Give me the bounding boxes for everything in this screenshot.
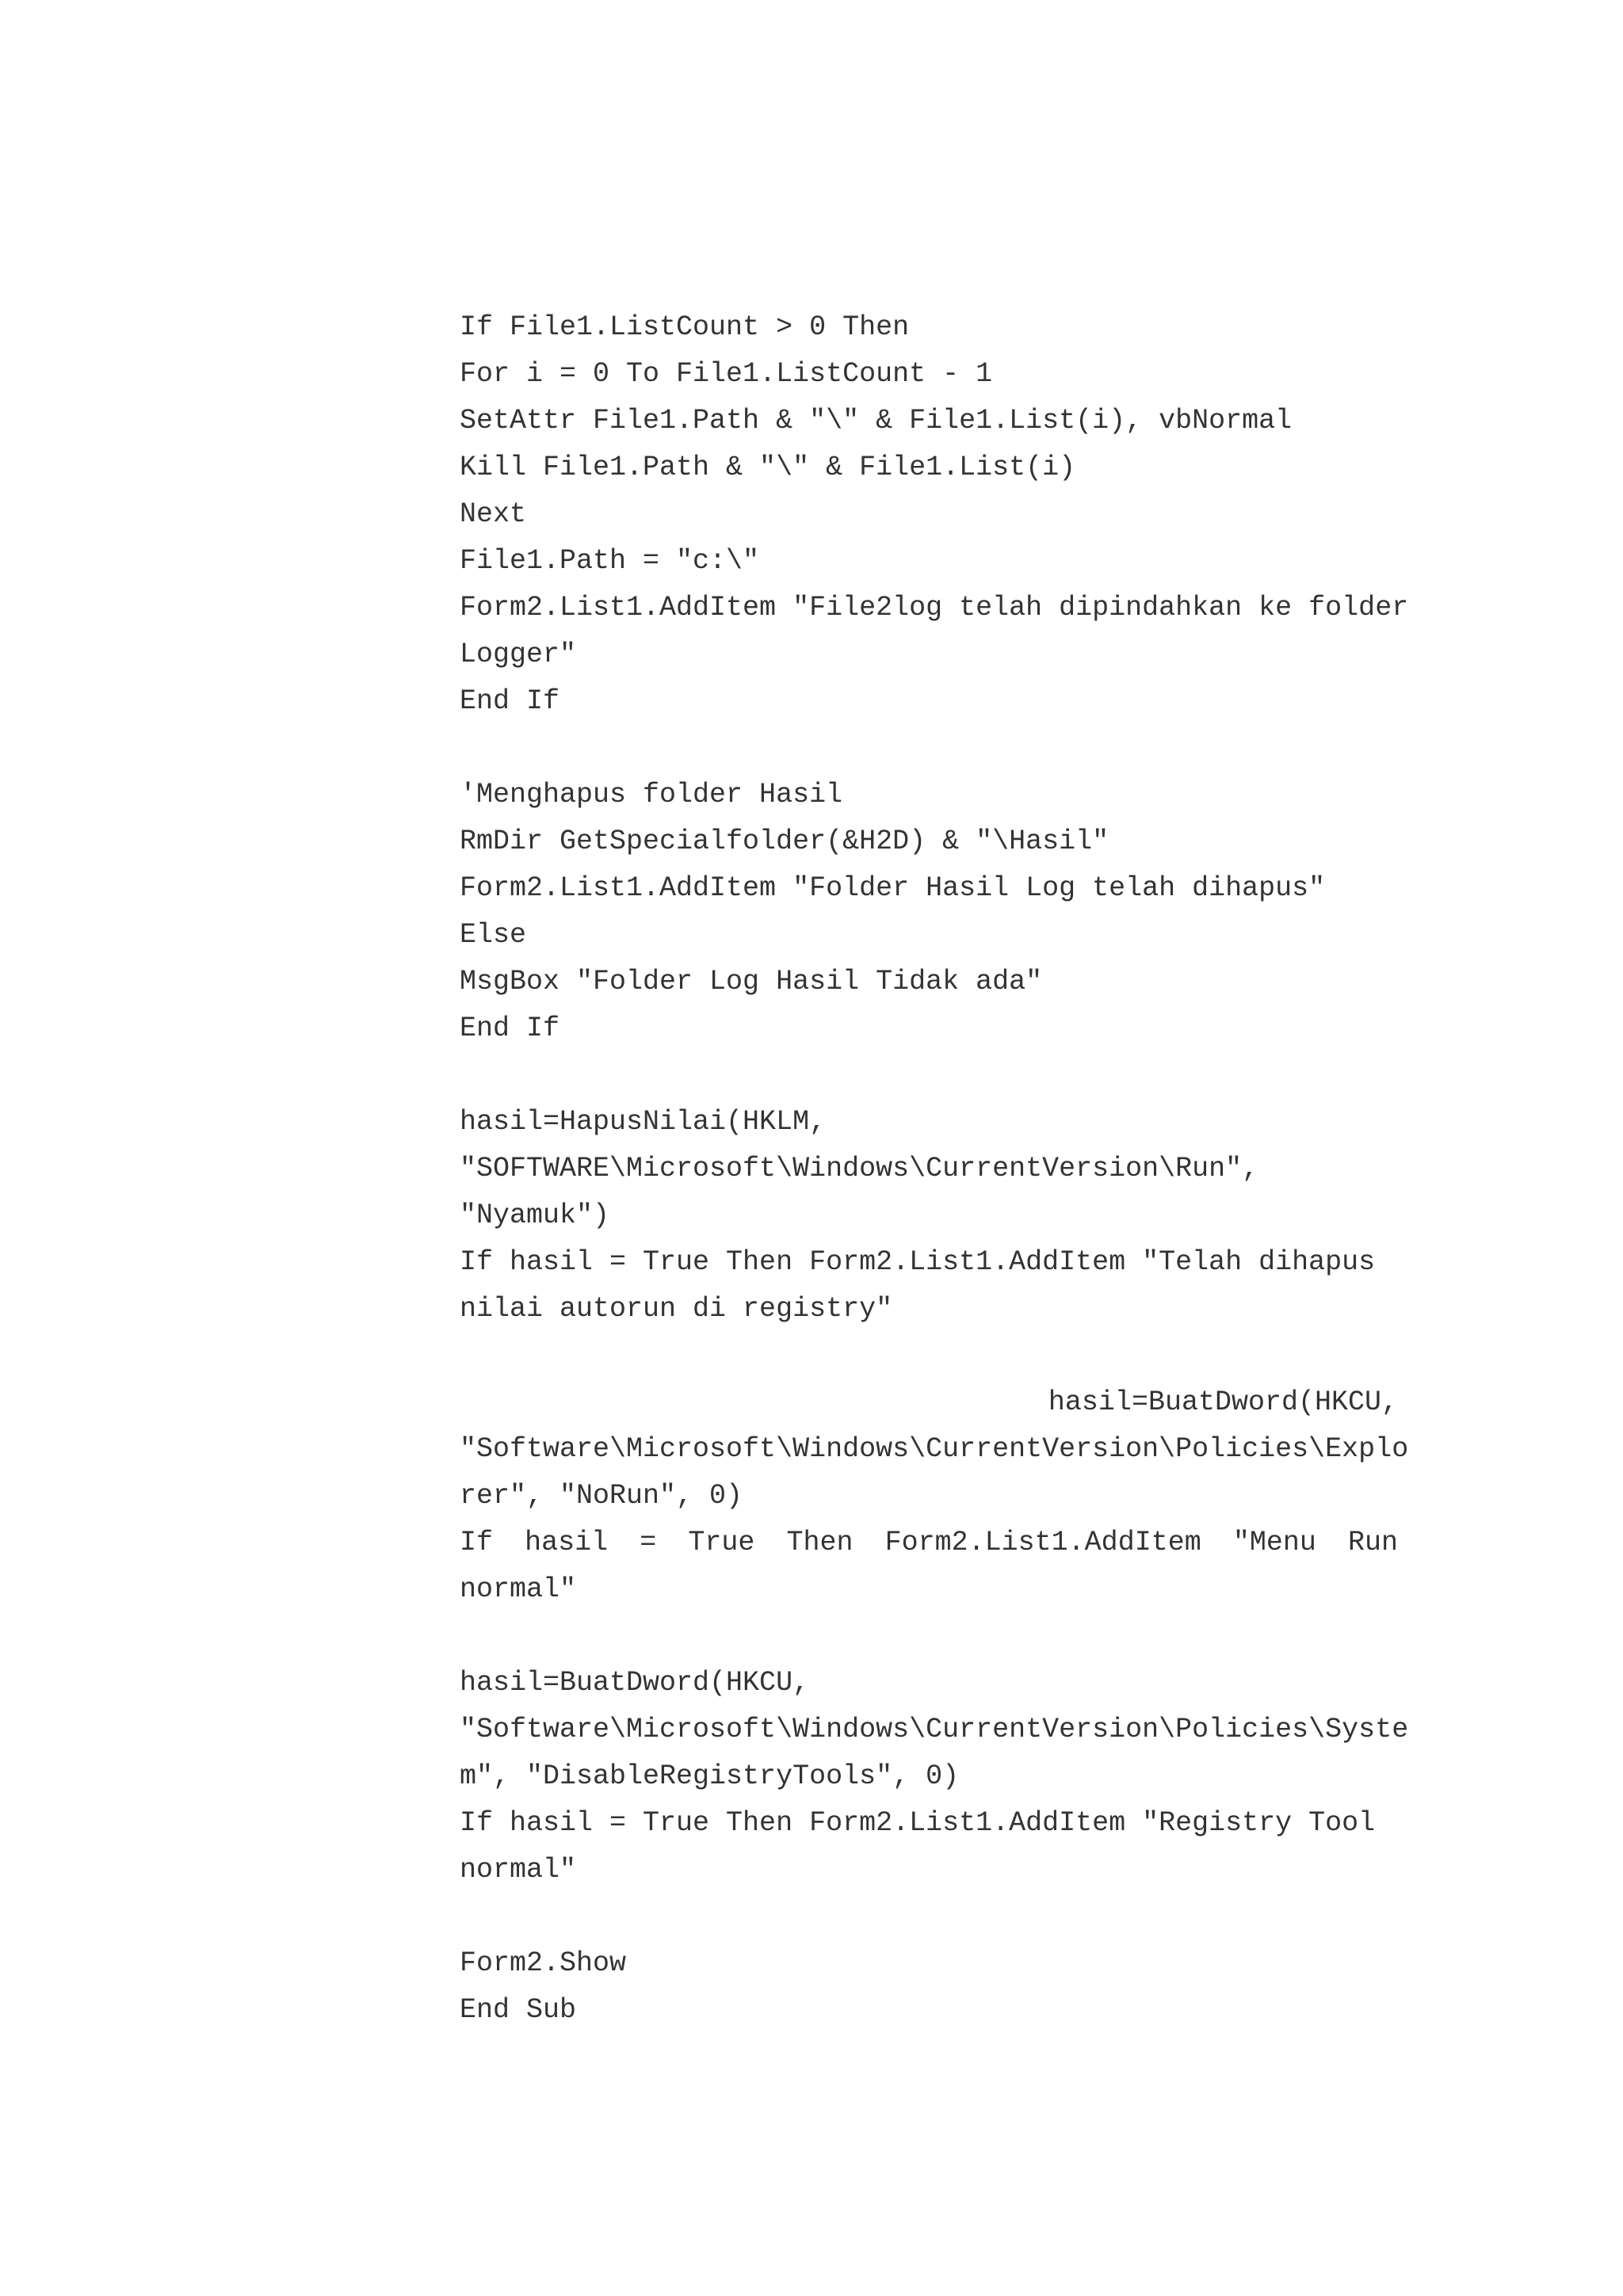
blank-line <box>460 1894 1398 1940</box>
code-line: Form2.List1.AddItem "Folder Hasil Log telah dihapus" <box>460 872 1326 904</box>
code-line: m", "DisableRegistryTools", 0) <box>460 1760 960 1792</box>
code-line: Else <box>460 919 527 951</box>
code-line: MsgBox "Folder Log Hasil Tidak ada" <box>460 966 1043 997</box>
code-word: "Menu <box>1232 1527 1316 1558</box>
code-word: = <box>640 1527 657 1558</box>
code-word: If <box>460 1527 494 1558</box>
code-listing <box>460 304 1409 2034</box>
code-comment: 'Menghapus folder Hasil <box>460 779 843 810</box>
code-line: "Software\Microsoft\Windows\CurrentVersion\Policies\Syste <box>460 1714 1409 1745</box>
code-line-justified <box>460 1520 1398 1566</box>
code-line: "Nyamuk") <box>460 1199 610 1231</box>
code-line: nilai autorun di registry" <box>460 1293 893 1325</box>
code-line: "Software\Microsoft\Windows\CurrentVersion\Policies\Explo <box>460 1433 1409 1465</box>
blank-line <box>460 1613 1398 1660</box>
code-word: Form2.List1.AddItem <box>884 1527 1201 1558</box>
code-line: RmDir GetSpecialfolder(&H2D) & "\Hasil" <box>460 826 1109 857</box>
code-line: rer", "NoRun", 0) <box>460 1480 743 1512</box>
blank-line <box>460 1052 1398 1099</box>
blank-line <box>460 725 1398 772</box>
code-line: hasil=HapusNilai(HKLM, <box>460 1106 827 1138</box>
code-line: hasil=BuatDword(HKCU, <box>460 1667 810 1699</box>
blank-line <box>460 1333 1398 1379</box>
code-line: End If <box>460 685 560 717</box>
code-line: If File1.ListCount > 0 Then <box>460 311 910 343</box>
code-line: End Sub <box>460 1994 577 2026</box>
code-line: If hasil = True Then Form2.List1.AddItem "Telah dihapus <box>460 1246 1376 1278</box>
code-word: Run <box>1347 1527 1398 1558</box>
code-line: If hasil = True Then Form2.List1.AddItem "Registry Tool <box>460 1807 1376 1839</box>
code-line: Logger" <box>460 639 577 670</box>
code-line: End If <box>460 1013 560 1044</box>
code-word: Then <box>786 1527 854 1558</box>
code-line: Form2.List1.AddItem "File2log telah dipindahkan ke folder <box>460 592 1409 624</box>
code-line: Next <box>460 498 527 530</box>
code-line: File1.Path = "c:\" <box>460 545 760 577</box>
code-line: For i = 0 To File1.ListCount - 1 <box>460 358 993 390</box>
code-line: normal" <box>460 1573 577 1605</box>
code-line: SetAttr File1.Path & "\" & File1.List(i), vbNormal <box>460 405 1293 437</box>
code-line: normal" <box>460 1854 577 1886</box>
code-line: Form2.Show <box>460 1947 627 1979</box>
code-word: True <box>688 1527 755 1558</box>
code-line: hasil=BuatDword(HKCU, <box>1048 1386 1398 1418</box>
code-line: Kill File1.Path & "\" & File1.List(i) <box>460 452 1076 483</box>
code-line: "SOFTWARE\Microsoft\Windows\CurrentVersion\Run", <box>460 1153 1259 1184</box>
code-word: hasil <box>525 1527 609 1558</box>
